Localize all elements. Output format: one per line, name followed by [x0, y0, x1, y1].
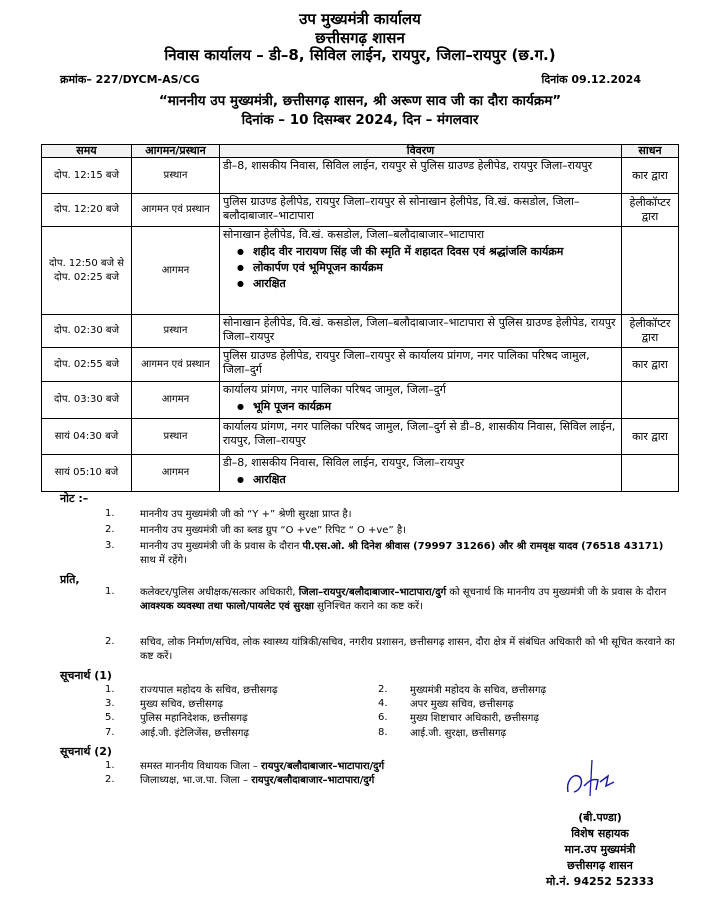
- row-mode: कार द्वारा: [622, 348, 679, 382]
- copy-text: को सूचनार्थ कि माननीय उप मुख्यमंत्री जी के प्रवास के दौरान: [446, 587, 667, 598]
- government-title: छत्तीसगढ़ शासन: [315, 29, 405, 47]
- signatory-mobile: मो.नं. 94252 52333: [545, 875, 655, 888]
- event-list: [223, 399, 618, 415]
- row-mode: [622, 227, 679, 315]
- table-row: [42, 419, 679, 455]
- note-number: 1.: [105, 508, 115, 519]
- row-detail-text: सोनाखान हेलीपेड, वि.खं. कसडोल, जिला–बलौदाबाजार–भाटापारा: [223, 228, 485, 241]
- copy-text: सुनिश्चित कराने का कष्ट करें।: [313, 601, 423, 612]
- row-detail-text: डी–8, शासकीय निवास, सिविल लाईन, रायपुर, जिला–रायपुर: [223, 456, 465, 469]
- info-number: 1.: [105, 760, 115, 771]
- row-detail: [220, 455, 622, 492]
- info-item: मुख्यमंत्री महोदय के सचिव, छत्तीसगढ़: [410, 685, 547, 696]
- table-row: [42, 315, 679, 348]
- info-item: [140, 774, 374, 788]
- row-time: दोप. 12:15 बजे: [42, 158, 132, 194]
- signatory-government: छत्तीसगढ़ शासन: [567, 859, 633, 872]
- row-action: प्रस्थान: [132, 315, 220, 348]
- signatory-name: (बी.पण्डा): [578, 811, 622, 824]
- row-detail-text: कार्यालय प्रांगण, नगर पालिका परिषद जामुल, जिला–दुर्ग: [223, 383, 446, 396]
- table-row: [42, 158, 679, 194]
- info-number: 7.: [105, 727, 115, 738]
- info-number: 6.: [378, 712, 388, 723]
- row-action: आगमन: [132, 455, 220, 492]
- info1-heading: सूचनार्थ (1): [60, 669, 112, 682]
- note-item: माननीय उप मुख्यमंत्री जी को “Y +” श्रेणी सुरक्षा प्राप्त है।: [140, 509, 352, 520]
- signatory-office: मान.उप मुख्यमंत्री: [564, 843, 636, 856]
- table-row: [42, 227, 679, 315]
- info-text: समस्त माननीय विधायक जिला –: [140, 761, 262, 772]
- list-item: ● आरक्षित: [253, 276, 618, 292]
- info-item: मुख्य शिष्टाचार अधिकारी, छत्तीसगढ़: [410, 713, 540, 724]
- district-names: रायपुर/बलौदाबाजार–भाटापारा/दुर्ग: [251, 775, 375, 786]
- info-item: [140, 760, 384, 774]
- info-number: 5.: [105, 712, 115, 723]
- note-number: 3.: [105, 540, 115, 551]
- row-time: दोप. 03:30 बजे: [42, 382, 132, 419]
- row-detail: पुलिस ग्राउण्ड हेलीपेड, रायपुर जिला–रायपुर से कार्यालय प्रांगण, नगर पालिका परिषद जामुल, जिला–दुर्ग: [220, 348, 622, 382]
- list-item: ● लोकार्पण एवं भूमिपूजन कार्यक्रम: [253, 260, 618, 276]
- row-detail: सोनाखान हेलीपेड, वि.खं. कसडोल, जिला–बलौदाबाजार–भाटापारा से पुलिस ग्राउण्ड हेलीपेड, रायपुर जिला–रायपुर: [220, 315, 622, 348]
- table-row: [42, 382, 679, 419]
- note-item: माननीय उप मुख्यमंत्री जी का ब्लड ग्रुप “O +ve” रिपिट “ O +ve” है।: [140, 525, 406, 536]
- column-header-mode: साधन: [622, 145, 679, 158]
- copy-item: सचिव, लोक निर्माण/सचिव, लोक स्वास्थ्य यांत्रिकी/सचिव, नगरीय प्रशासन, छत्तीसगढ़ शासन, दौरा क्षेत्र में संबंधित अधिकारी को भी सूचित करवाने का कष्ट करें।: [140, 637, 675, 662]
- row-detail: कार्यालय प्रांगण, नगर पालिका परिषद जामुल, जिला–दुर्ग से डी–8, शासकीय निवास, सिविल लाईन, रायपुर, जिला–रायपुर: [220, 419, 622, 455]
- letter-date: दिनांक 09.12.2024: [541, 73, 641, 86]
- reference-number: क्रमांक– 227/DYCM-AS/CG: [60, 73, 200, 86]
- info-number: 4.: [378, 698, 388, 709]
- info-number: 3.: [105, 698, 115, 709]
- list-item: ● शहीद वीर नारायण सिंह जी की स्मृति में शहादत दिवस एवं श्रद्धांजलि कार्यक्रम: [253, 244, 618, 260]
- column-header-action: आगमन/प्रस्थान: [132, 145, 220, 158]
- row-action: आगमन: [132, 382, 220, 419]
- table-row: [42, 455, 679, 492]
- table-row: [42, 348, 679, 382]
- info-item: राज्यपाल महोदय के सचिव, छत्तीसगढ़: [140, 685, 278, 696]
- info-number: 2.: [105, 774, 115, 785]
- event-list: [223, 244, 618, 292]
- info-number: 8.: [378, 727, 388, 738]
- row-mode: कार द्वारा: [622, 158, 679, 194]
- row-time: दोप. 02:30 बजे: [42, 315, 132, 348]
- note-item: [140, 540, 680, 568]
- security-arrangement: आवश्यक व्यवस्था तथा फालो/पायलेट एवं सुरक्षा: [140, 601, 314, 612]
- program-title: “माननीय उप मुख्यमंत्री, छत्तीसगढ़ शासन, श्री अरूण साव जी का दौरा कार्यक्रम”: [158, 93, 562, 109]
- copy-text: कलेक्टर/पुलिस अधीक्षक/सत्कार अधिकारी,: [140, 587, 299, 598]
- row-mode: [622, 455, 679, 492]
- note-number: 2.: [105, 524, 115, 535]
- list-item: ● भूमि पूजन कार्यक्रम: [253, 399, 618, 415]
- signatory-designation: विशेष सहायक: [571, 827, 629, 840]
- notes-heading: नोट :–: [60, 492, 89, 505]
- row-mode: हेलीकॉप्टर द्वारा: [622, 315, 679, 348]
- row-detail: डी–8, शासकीय निवास, सिविल लाईन, रायपुर से पुलिस ग्राउण्ड हेलीपेड, रायपुर जिला–रायपुर: [220, 158, 622, 194]
- row-time: दोप. 12:20 बजे: [42, 194, 132, 227]
- signature-mark: [562, 752, 622, 800]
- info-item: आई.जी. इंटेलिजेंस, छत्तीसगढ़: [140, 728, 250, 739]
- program-date: दिनांक – 10 दिसम्बर 2024, दिन – मंगलवार: [241, 112, 479, 128]
- district-names: जिला–रायपुर/बलौदाबाजार–भाटापारा/दुर्ग: [298, 587, 447, 598]
- row-mode: हेलीकॉप्टर द्वारा: [622, 194, 679, 227]
- schedule-table: [41, 144, 679, 492]
- row-detail: पुलिस ग्राउण्ड हेलीपेड, रायपुर जिला–रायपुर से सोनाखान हेलीपेड, वि.खं. कसडोल, जिला–बलौदाबाजार–भाटापारा: [220, 194, 622, 227]
- note-text: साथ में रहेंगे।: [140, 555, 187, 566]
- info-number: 2.: [378, 684, 388, 695]
- row-detail: [220, 227, 622, 315]
- pso-names: पी.एस.ओ. श्री दिनेश श्रीवास (79997 31266) और श्री रामवृक्ष यादव: [302, 541, 578, 552]
- info-item: मुख्य सचिव, छत्तीसगढ़: [140, 699, 223, 710]
- info-item: अपर मुख्य सचिव, छत्तीसगढ़: [410, 699, 514, 710]
- office-title: उप मुख्यमंत्री कार्यालय: [299, 10, 421, 28]
- event-list: [223, 472, 618, 488]
- row-time: सायं 04:30 बजे: [42, 419, 132, 455]
- district-names: रायपुर/बलौदाबाजार–भाटापारा/दुर्ग: [261, 761, 385, 772]
- list-item: ● आरक्षित: [253, 472, 618, 488]
- office-address: निवास कार्यालय – डी–8, सिविल लाईन, रायपुर, जिला–रायपुर (छ.ग.): [164, 46, 556, 64]
- row-action: आगमन: [132, 227, 220, 315]
- row-action: आगमन एवं प्रस्थान: [132, 194, 220, 227]
- info-item: आई.जी. सुरक्षा, छत्तीसगढ़: [410, 728, 507, 739]
- row-action: प्रस्थान: [132, 158, 220, 194]
- row-action: प्रस्थान: [132, 419, 220, 455]
- row-action: आगमन एवं प्रस्थान: [132, 348, 220, 382]
- info-number: 1.: [105, 684, 115, 695]
- column-header-time: समय: [42, 145, 132, 158]
- copy-number: 2.: [105, 636, 115, 647]
- table-header-row: [42, 145, 679, 158]
- row-mode: कार द्वारा: [622, 419, 679, 455]
- info-item: पुलिस महानिदेशक, छत्तीसगढ़: [140, 713, 248, 724]
- row-time: दोप. 02:55 बजे: [42, 348, 132, 382]
- copy-item: [140, 586, 680, 614]
- info-text: जिलाध्यक्ष, भा.ज.पा. जिला –: [140, 775, 252, 786]
- table-row: [42, 194, 679, 227]
- copy-number: 1.: [105, 586, 115, 597]
- info2-heading: सूचनार्थ (2): [60, 745, 112, 758]
- row-time: सायं 05:10 बजे: [42, 455, 132, 492]
- row-mode: [622, 382, 679, 419]
- copy-to-heading: प्रति,: [60, 573, 80, 586]
- note-text: माननीय उप मुख्यमंत्री जी के प्रवास के दौरान: [140, 541, 303, 552]
- pso-number: (76518 43171): [581, 541, 664, 552]
- row-detail: [220, 382, 622, 419]
- column-header-detail: विवरण: [220, 145, 622, 158]
- row-time: दोप. 12:50 बजे से दोप. 02:25 बजे: [42, 227, 132, 315]
